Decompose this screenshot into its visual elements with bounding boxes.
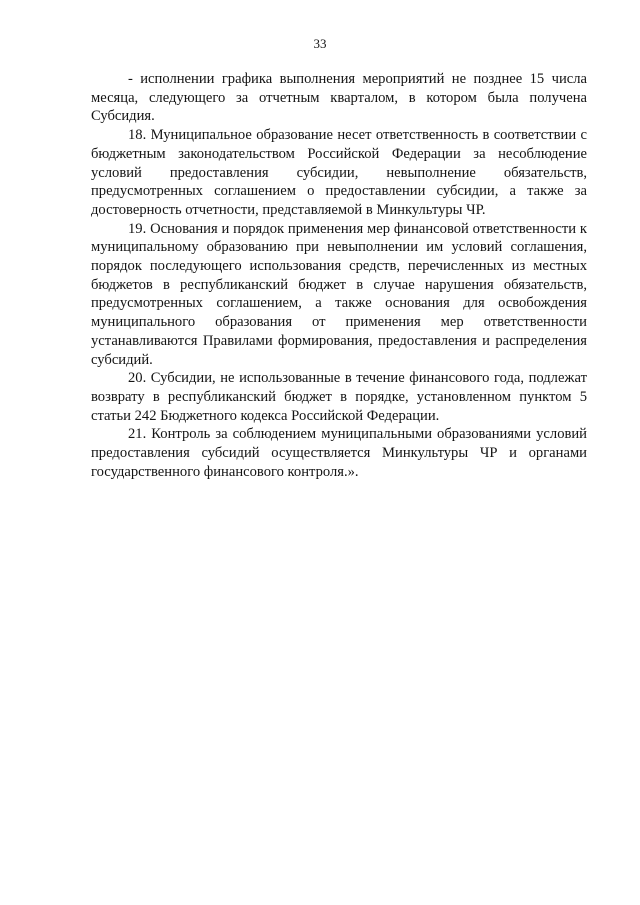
paragraph-19-financial-measures: 19. Основания и порядок применения мер финансовой ответственности к муниципальному образованию при невыполнении им условий соглашения, порядок последующего использования средств, перечисленных из местных бюджетов в республиканский бюджет в случае нарушения обязательств, предусмотренных соглашением, а также основания для освобождения муниципального образования от применения мер ответственности устанавливаются Правилами формирования, предоставления и распределения субсидий.: [91, 220, 587, 368]
page-number: 33: [313, 36, 327, 51]
paragraph-18-responsibility: 18. Муниципальное образование несет ответственность в соответствии с бюджетным законодательством Российской Федерации за несоблюдение условий предоставления субсидии, невыполнение обязательств, предусмотренных соглашением о предоставлении субсидии, а также за достоверность отчетности, представляемой в Минкультуры ЧР.: [91, 127, 587, 218]
document-body: [91, 70, 587, 481]
paragraph-deadline-condition: - исполнении графика выполнения мероприятий не позднее 15 числа месяца, следующего за отчетным кварталом, в котором была получена Субсидия.: [91, 71, 587, 125]
paragraph-21-control: 21. Контроль за соблюдением муниципальными образованиями условий предоставления субсидий осуществляется Минкультуры ЧР и органами государственного финансового контроля.».: [91, 426, 587, 480]
paragraph-20-unused-subsidies: 20. Субсидии, не использованные в течение финансового года, подлежат возврату в республиканский бюджет в порядке, установленном пунктом 5 статьи 242 Бюджетного кодекса Российской Федерации.: [91, 370, 587, 424]
